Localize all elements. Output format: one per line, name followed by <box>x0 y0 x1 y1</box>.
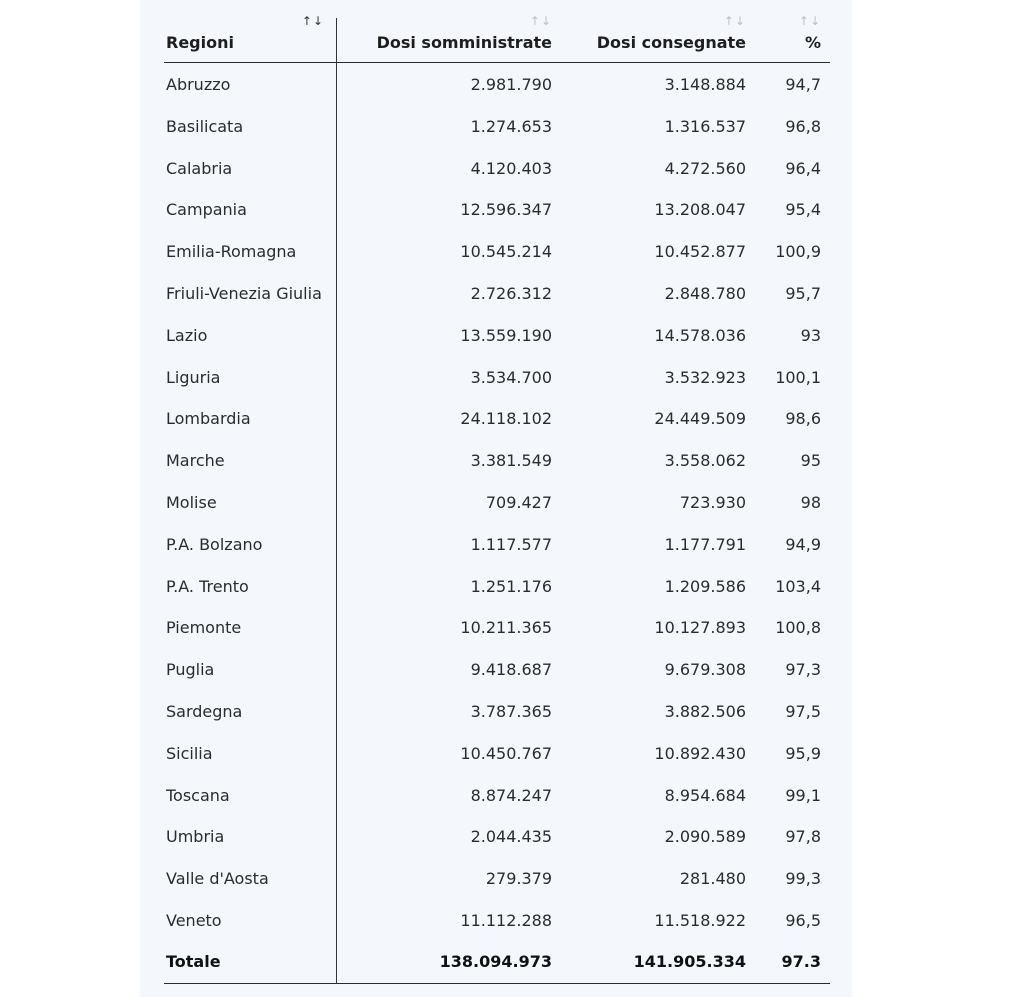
region-name-cell: Toscana <box>166 785 230 805</box>
delivered-cell: 3.558.062 <box>664 451 746 471</box>
column-label-delivered[interactable]: Dosi consegnate <box>596 33 746 52</box>
percent-cell: 100,8 <box>775 618 821 638</box>
column-header-percent[interactable] <box>746 0 821 62</box>
percent-cell: 97,8 <box>785 827 821 847</box>
delivered-cell: 13.208.047 <box>654 200 746 220</box>
table-header <box>164 0 830 63</box>
delivered-cell: 3.532.923 <box>664 367 746 387</box>
percent-cell: 96,4 <box>785 158 821 178</box>
administered-cell: 1.117.577 <box>470 534 552 554</box>
delivered-cell: 2.848.780 <box>664 283 746 303</box>
table-row <box>164 272 830 314</box>
region-name-cell: Molise <box>166 492 217 512</box>
delivered-cell: 1.316.537 <box>664 116 746 136</box>
region-name-cell: Liguria <box>166 367 221 387</box>
percent-cell: 95,7 <box>785 283 821 303</box>
administered-cell: 1.274.653 <box>470 116 552 136</box>
administered-cell: 4.120.403 <box>470 158 552 178</box>
administered-cell: 709.427 <box>485 492 552 512</box>
region-name-cell: Basilicata <box>166 116 244 136</box>
total-administered: 138.094.973 <box>439 951 552 971</box>
delivered-cell: 11.518.922 <box>654 910 746 930</box>
percent-cell: 97,5 <box>785 701 821 721</box>
table-row <box>164 523 830 565</box>
administered-cell: 2.981.790 <box>470 75 552 94</box>
delivered-cell: 10.892.430 <box>654 743 746 763</box>
percent-cell: 100,9 <box>775 242 821 262</box>
administered-cell: 2.726.312 <box>470 283 552 303</box>
delivered-cell: 2.090.589 <box>664 827 746 847</box>
sort-arrows-icon[interactable]: ↑↓ <box>529 14 552 28</box>
table-row <box>164 397 830 439</box>
administered-cell: 3.381.549 <box>470 451 552 471</box>
delivered-cell: 9.679.308 <box>664 660 746 680</box>
region-name-cell: Campania <box>166 200 247 220</box>
column-header-delivered[interactable] <box>552 0 746 62</box>
administered-cell: 2.044.435 <box>470 827 552 847</box>
region-name-cell: Abruzzo <box>166 75 231 94</box>
table-row <box>164 774 830 816</box>
percent-cell: 95,4 <box>785 200 821 220</box>
table-total-row <box>164 941 830 984</box>
percent-cell: 96,8 <box>785 116 821 136</box>
administered-cell: 11.112.288 <box>460 910 552 930</box>
column-label-administered[interactable]: Dosi somministrate <box>376 33 552 52</box>
region-name-cell: P.A. Bolzano <box>166 534 263 554</box>
region-name-cell: Veneto <box>166 910 222 930</box>
administered-cell: 24.118.102 <box>460 409 552 429</box>
table-row <box>164 230 830 272</box>
total-percent: 97.3 <box>781 951 821 971</box>
table-row <box>164 690 830 732</box>
region-name-cell: Marche <box>166 451 225 471</box>
region-name-cell: Umbria <box>166 827 225 847</box>
total-label: Totale <box>166 951 221 971</box>
region-name-cell: Emilia-Romagna <box>166 242 297 262</box>
table-row <box>164 815 830 857</box>
percent-cell: 93 <box>800 325 821 345</box>
column-label-percent[interactable]: % <box>804 33 821 52</box>
percent-cell: 95 <box>800 451 821 471</box>
column-header-region[interactable] <box>164 0 336 62</box>
column-divider <box>336 18 337 984</box>
delivered-cell: 3.148.884 <box>664 75 746 94</box>
administered-cell: 12.596.347 <box>460 200 552 220</box>
table-row <box>164 565 830 607</box>
region-name-cell: Piemonte <box>166 618 242 638</box>
percent-cell: 96,5 <box>785 910 821 930</box>
region-name-cell: Valle d'Aosta <box>166 869 269 889</box>
table-row <box>164 606 830 648</box>
administered-cell: 10.211.365 <box>460 618 552 638</box>
region-name-cell: Sardegna <box>166 701 243 721</box>
administered-cell: 9.418.687 <box>470 660 552 680</box>
sort-arrows-icon[interactable]: ↑↓ <box>723 14 746 28</box>
administered-cell: 8.874.247 <box>470 785 552 805</box>
table-row <box>164 648 830 690</box>
total-delivered: 141.905.334 <box>633 951 746 971</box>
table-row <box>164 481 830 523</box>
percent-cell: 94,7 <box>785 75 821 94</box>
delivered-cell: 14.578.036 <box>654 325 746 345</box>
percent-cell: 98 <box>800 492 821 512</box>
delivered-cell: 8.954.684 <box>664 785 746 805</box>
delivered-cell: 1.177.791 <box>664 534 746 554</box>
delivered-cell: 281.480 <box>679 869 746 889</box>
table-row <box>164 314 830 356</box>
table-row <box>164 732 830 774</box>
delivered-cell: 24.449.509 <box>654 409 746 429</box>
region-name-cell: Lazio <box>166 325 208 345</box>
table-row <box>164 356 830 398</box>
table-row <box>164 63 830 105</box>
column-label-region[interactable]: Regioni <box>166 33 234 52</box>
vaccine-doses-table <box>164 0 830 984</box>
region-name-cell: Sicilia <box>166 743 213 763</box>
delivered-cell: 1.209.586 <box>664 576 746 596</box>
region-name-cell: Puglia <box>166 660 215 680</box>
table-row <box>164 439 830 481</box>
table-row <box>164 857 830 899</box>
delivered-cell: 723.930 <box>679 492 746 512</box>
region-name-cell: Calabria <box>166 158 233 178</box>
percent-cell: 99,3 <box>785 869 821 889</box>
percent-cell: 103,4 <box>775 576 821 596</box>
sort-arrows-icon[interactable]: ↑↓ <box>301 14 324 28</box>
percent-cell: 95,9 <box>785 743 821 763</box>
administered-cell: 1.251.176 <box>470 576 552 596</box>
table-body <box>164 63 830 941</box>
percent-cell: 97,3 <box>785 660 821 680</box>
table-row <box>164 105 830 147</box>
region-name-cell: Lombardia <box>166 409 251 429</box>
administered-cell: 10.545.214 <box>460 242 552 262</box>
administered-cell: 3.787.365 <box>470 701 552 721</box>
administered-cell: 279.379 <box>485 869 552 889</box>
percent-cell: 94,9 <box>785 534 821 554</box>
table-row <box>164 147 830 189</box>
percent-cell: 98,6 <box>785 409 821 429</box>
delivered-cell: 10.127.893 <box>654 618 746 638</box>
table-row <box>164 899 830 941</box>
administered-cell: 10.450.767 <box>460 743 552 763</box>
table-row <box>164 188 830 230</box>
delivered-cell: 3.882.506 <box>664 701 746 721</box>
region-name-cell: P.A. Trento <box>166 576 249 596</box>
column-header-administered[interactable] <box>336 0 552 62</box>
delivered-cell: 4.272.560 <box>664 158 746 178</box>
administered-cell: 13.559.190 <box>460 325 552 345</box>
delivered-cell: 10.452.877 <box>654 242 746 262</box>
percent-cell: 100,1 <box>775 367 821 387</box>
administered-cell: 3.534.700 <box>470 367 552 387</box>
sort-arrows-icon[interactable]: ↑↓ <box>798 14 821 28</box>
region-name-cell: Friuli-Venezia Giulia <box>166 283 322 303</box>
percent-cell: 99,1 <box>785 785 821 805</box>
